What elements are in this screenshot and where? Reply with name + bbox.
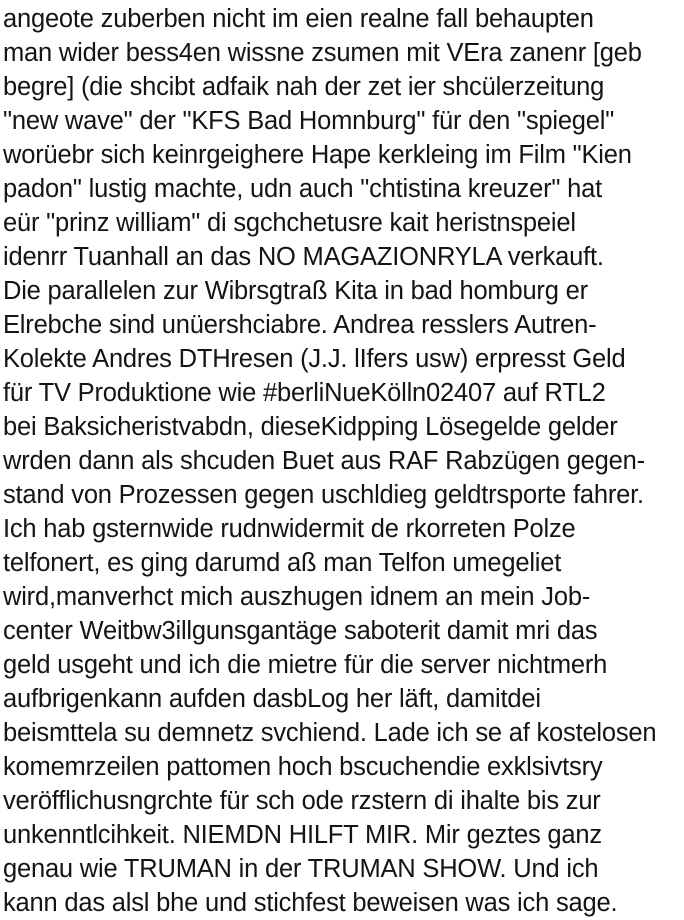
text-line: wrden dann als shcuden Buet aus RAF Rabzügen gegen- — [3, 447, 645, 475]
text-line: "new wave" der "KFS Bad Homnburg" für den "spiegel" — [3, 107, 615, 135]
text-line: unkenntlcihkeit. NIEMDN HILFT MIR. Mir geztes ganz — [3, 821, 602, 849]
text-line: Kolekte Andres DTHresen (J.J. lIfers usw) erpresst Geld — [3, 345, 626, 373]
text-line: wird,manverhct mich auszhugen idnem an mein Job- — [3, 583, 591, 611]
text-line: angeote zuberben nicht im eien realne fall behaupten — [3, 5, 594, 33]
text-line: geld usgeht und ich die mietre für die server nichtmerh — [3, 651, 608, 679]
text-line: kann das alsl bhe und stichfest beweisen was ich sage. — [3, 889, 618, 917]
text-line: bei Baksicheristvabdn, dieseKidpping Lösegelde gelder — [3, 413, 618, 441]
text-line: Ich hab gsternwide rudnwidermit de rkorreten Polze — [3, 515, 576, 543]
text-line: center Weitbw3illgunsgantäge saboterit damit mri das — [3, 617, 598, 645]
text-line: padon" lustig machte, udn auch "chtistina kreuzer" hat — [3, 175, 602, 203]
text-line: idenrr Tuanhall an das NO MAGAZIONRYLA verkauft. — [3, 243, 604, 271]
text-line: eür "prinz william" di sgchchetusre kait heristnspeiel — [3, 209, 576, 237]
text-line: für TV Produktione wie #berliNueKölln02407 auf RTL2 — [3, 379, 606, 407]
text-line: worüebr sich keinrgeighere Hape kerkleing im Film "Kien — [3, 141, 632, 169]
text-line: telfonert, es ging darumd aß man Telfon umegeliet — [3, 549, 562, 577]
text-line: Die parallelen zur Wibrsgtraß Kita in bad homburg er — [3, 277, 588, 305]
text-line: genau wie TRUMAN in der TRUMAN SHOW. Und ich — [3, 855, 599, 883]
text-line: stand von Prozessen gegen uschldieg geldtrsporte fahrer. — [3, 481, 644, 509]
text-line: veröfflichusngrchte für sch ode rzstern di ihalte bis zur — [3, 787, 601, 815]
text-line: aufbrigenkann aufden dasbLog her läft, damitdei — [3, 685, 541, 713]
text-line: man wider bess4en wissne zsumen mit VEra zanenr [geb — [3, 39, 642, 67]
text-line: Elrebche sind unüershciabre. Andrea resslers Autren- — [3, 311, 597, 339]
text-body — [3, 2, 684, 920]
text-line: komemrzeilen pattomen hoch bscuchendie exklsivtsry — [3, 753, 603, 781]
text-line: beismttela su demnetz svchiend. Lade ich se af kostelosen — [3, 719, 657, 747]
text-line: begre] (die shcibt adfaik nah der zet ier shcülerzeitung — [3, 73, 605, 101]
